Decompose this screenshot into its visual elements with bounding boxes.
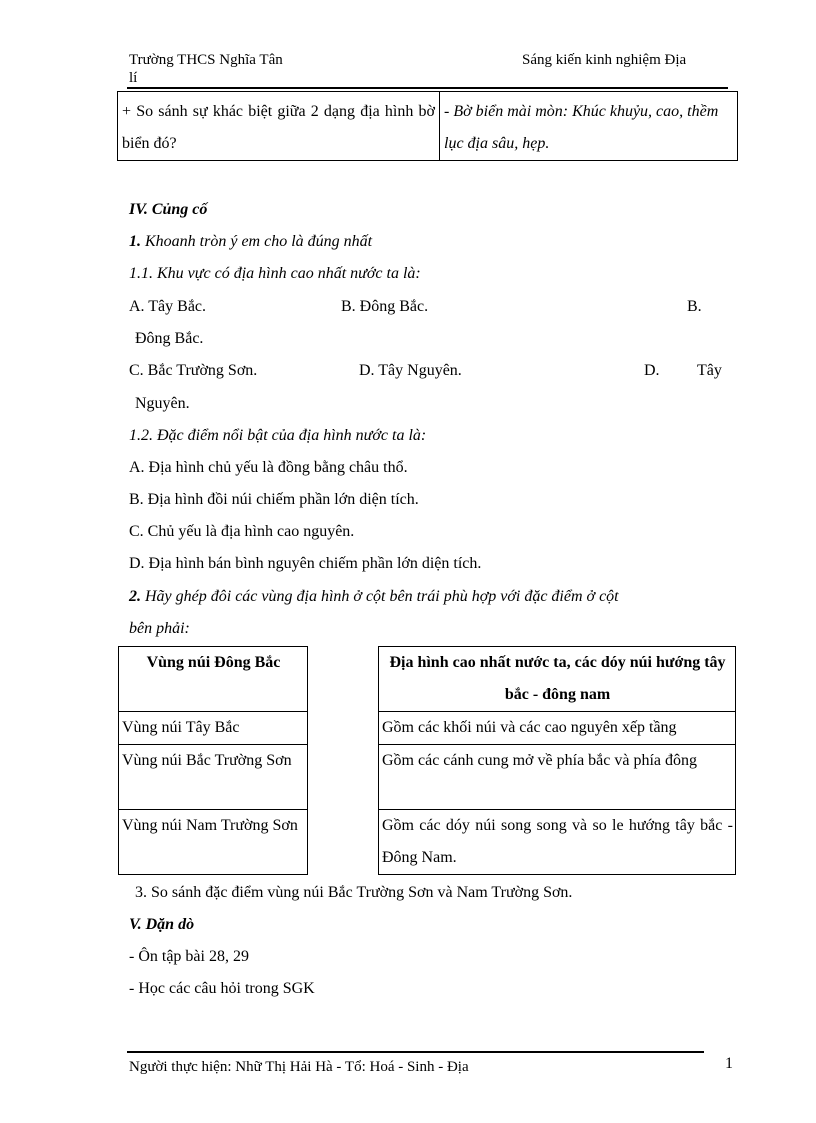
homework-item: - Học các câu hỏi trong SGK [129,980,315,997]
page-number: 1 [725,1055,733,1072]
match-left-cell: Vùng núi Tây Bắc [119,712,308,745]
option-1-1-b-dup-label: B. [687,298,702,315]
match-right-cell: Gồm các khối núi và các cao nguyên xếp tầng [379,712,736,745]
homework-item: - Ôn tập bài 28, 29 [129,948,249,965]
header-school-wrap: lí [129,70,138,86]
question-2-text-cont: bên phải: [129,620,190,637]
match-right-cell: Gồm các cánh cung mở về phía bắc và phía đông [379,745,736,810]
table-row [119,810,308,875]
match-left-table [118,646,308,875]
section-4-title: IV. Củng cố [129,201,208,218]
table-row [119,712,308,745]
header-rule [127,87,728,89]
option-1-2-c: C. Chủ yếu là địa hình cao nguyên. [129,523,355,540]
option-1-1-d-dup-label: D. [644,362,660,379]
question-1-text: Khoanh tròn ý em cho là đúng nhất [141,233,373,250]
section-5-title: V. Dặn dò [129,916,195,933]
option-1-1-d-dup-word: Tây [697,362,722,379]
question-2 [129,587,619,607]
question-2-number: 2. [129,588,141,605]
match-right-table [378,646,736,875]
match-left-cell: Vùng núi Đông Bắc [119,647,308,712]
answer-table [117,91,738,161]
question-1-1: 1.1. Khu vực có địa hình cao nhất nước ta là: [129,265,421,282]
table-row [119,745,308,810]
table-row [119,647,308,712]
option-1-1-d: D. Tây Nguyên. [359,362,462,379]
option-1-1-a: A. Tây Bắc. [129,298,207,315]
option-1-2-d: D. Địa hình bán bình nguyên chiếm phần lớn diện tích. [129,555,482,572]
question-1-2: 1.2. Đặc điểm nổi bật của địa hình nước ta là: [129,427,427,444]
option-1-1-d-dup-rest: Nguyên. [135,395,190,412]
question-1-number: 1. [129,233,141,250]
match-right-cell: Gồm các dóy núi song song và so le hướng tây bắc - Đông Nam. [379,810,736,875]
question-1 [129,232,372,252]
match-left-cell: Vùng núi Nam Trường Sơn [119,810,308,875]
option-1-1-b: B. Đông Bắc. [341,298,429,315]
footer-author: Người thực hiện: Nhữ Thị Hải Hà - Tổ: Hoá - Sinh - Địa [129,1059,469,1075]
table-cell-answer: - Bờ biển mài mòn: Khúc khuỷu, cao, thềm lục địa sâu, hẹp. [440,92,738,161]
header-doc-title: Sáng kiến kinh nghiệm Địa [522,52,687,68]
table-row [379,810,736,875]
match-right-cell: Địa hình cao nhất nước ta, các dóy núi hướng tây bắc - đông nam [379,647,736,712]
option-1-2-a: A. Địa hình chủ yếu là đồng bằng châu thổ. [129,459,408,476]
option-1-1-c: C. Bắc Trường Sơn. [129,362,258,379]
question-3: 3. So sánh đặc điểm vùng núi Bắc Trường Sơn và Nam Trường Sơn. [135,884,573,901]
table-row [379,712,736,745]
table-row [379,647,736,712]
footer-rule [127,1051,704,1053]
match-left-cell: Vùng núi Bắc Trường Sơn [119,745,308,810]
table-row [118,92,738,161]
option-1-2-b: B. Địa hình đồi núi chiếm phần lớn diện tích. [129,491,419,508]
table-cell-question: + So sánh sự khác biệt giữa 2 dạng địa hình bờ biển đó? [118,92,440,161]
question-2-text: Hãy ghép đôi các vùng địa hình ở cột bên trái phù hợp với đặc điểm ở cột [141,588,619,605]
table-row [379,745,736,810]
option-1-1-b-dup-text: Đông Bắc. [135,330,204,347]
header-school: Trường THCS Nghĩa Tân [129,52,283,68]
